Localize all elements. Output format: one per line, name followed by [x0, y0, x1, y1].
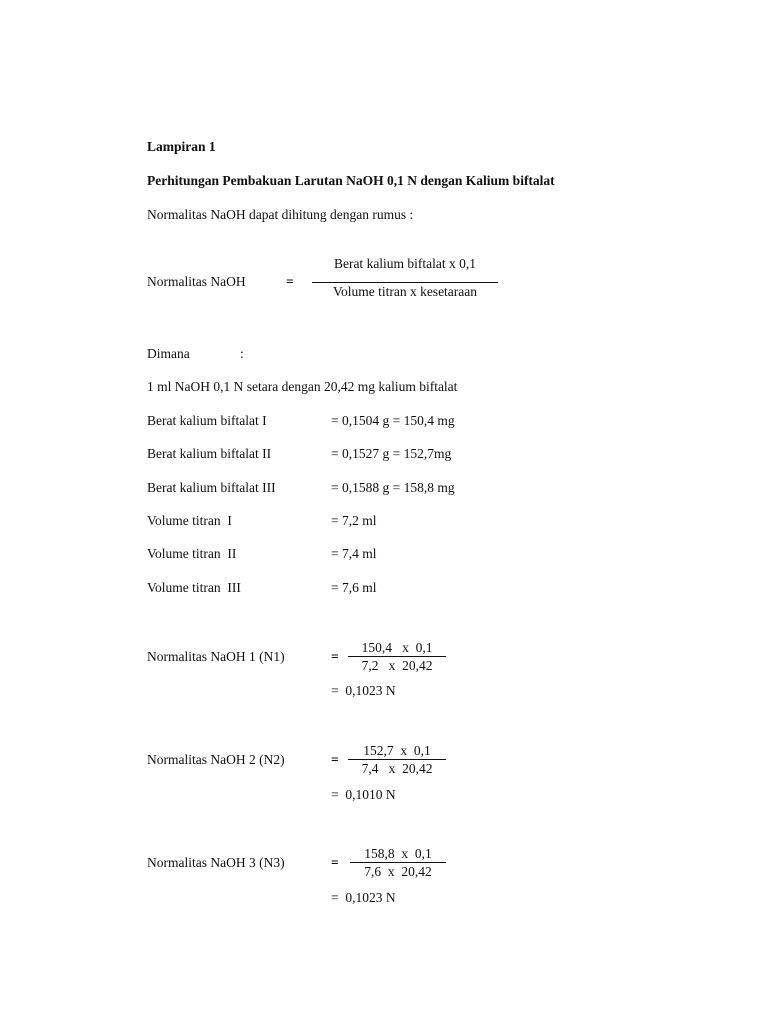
section-title: Perhitungan Pembakuan Larutan NaOH 0,1 N dengan Kalium biftalat — [147, 173, 555, 188]
variable-value: = 0,1504 g = 150,4 mg — [331, 413, 455, 428]
calc-label: Normalitas NaOH 1 (N1) — [147, 649, 285, 664]
variable-label: Berat kalium biftalat I — [147, 413, 267, 428]
page-heading: Lampiran 1 — [147, 139, 216, 154]
variable-value: = 7,2 ml — [331, 513, 377, 528]
calc-fraction-bar — [348, 759, 446, 760]
variable-value: = 7,6 ml — [331, 580, 377, 595]
calc-equals: = — [331, 752, 339, 767]
variable-label: Berat kalium biftalat II — [147, 446, 272, 461]
calc-label: Normalitas NaOH 3 (N3) — [147, 855, 285, 870]
calc-fraction-bar — [350, 862, 446, 863]
equivalence-text: 1 ml NaOH 0,1 N setara dengan 20,42 mg kalium biftalat — [147, 379, 458, 394]
intro-text: Normalitas NaOH dapat dihitung dengan rumus : — [147, 207, 414, 222]
formula-denominator: Volume titran x kesetaraan — [332, 284, 478, 299]
variable-label: Volume titran III — [147, 580, 241, 595]
dimana-label: Dimana — [147, 346, 190, 361]
variable-value: = 7,4 ml — [331, 546, 377, 561]
variable-value: = 0,1527 g = 152,7mg — [331, 446, 452, 461]
formula-numerator: Berat kalium biftalat x 0,1 — [333, 256, 477, 271]
calc-numerator: 150,4 x 0,1 — [361, 640, 433, 655]
variable-label: Volume titran I — [147, 513, 232, 528]
calc-result: = 0,1023 N — [331, 890, 396, 905]
formula-fraction-bar — [312, 282, 498, 283]
calc-fraction-bar — [348, 656, 446, 657]
formula-label: Normalitas NaOH — [147, 274, 246, 289]
variable-value: = 0,1588 g = 158,8 mg — [331, 480, 455, 495]
calc-result: = 0,1010 N — [331, 787, 396, 802]
variable-label: Berat kalium biftalat III — [147, 480, 276, 495]
calc-equals: = — [331, 649, 339, 664]
calc-result: = 0,1023 N — [331, 683, 396, 698]
calc-label: Normalitas NaOH 2 (N2) — [147, 752, 285, 767]
calc-numerator: 152,7 x 0,1 — [363, 743, 431, 758]
calc-denominator: 7,2 x 20,42 — [361, 658, 433, 673]
calc-equals: = — [331, 855, 339, 870]
variable-label: Volume titran II — [147, 546, 237, 561]
dimana-colon: : — [240, 346, 244, 361]
calc-denominator: 7,4 x 20,42 — [361, 761, 433, 776]
formula-equals: = — [286, 274, 294, 289]
calc-denominator: 7,6 x 20,42 — [364, 864, 432, 879]
calc-numerator: 158,8 x 0,1 — [364, 846, 432, 861]
